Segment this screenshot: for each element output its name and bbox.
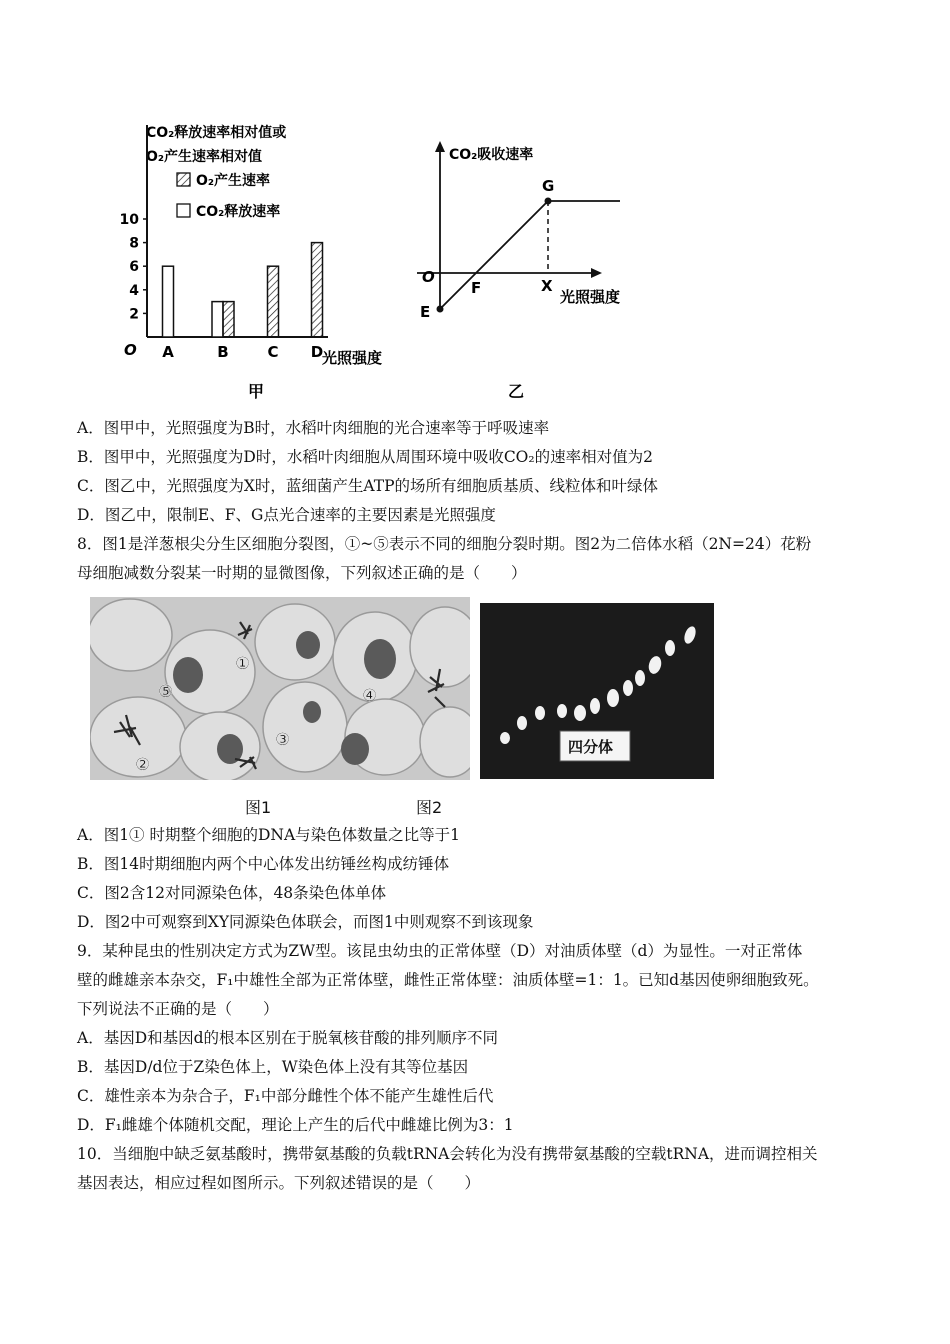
q9-stem-line1: 9．某种昆虫的性别决定方式为ZW型。该昆虫幼虫的正常体壁（D）对油质体壁（d）为显性。一对正常体 <box>77 942 803 960</box>
fig2-box-label: 四分体 <box>568 738 614 756</box>
fig1-label-5: ⑤ <box>158 682 174 702</box>
q8-stem-line1: 8．图1是洋葱根尖分生区细胞分裂图，①~⑤表示不同的细胞分裂时期。图2为二倍体水稻（2N=24）花粉 <box>77 535 812 553</box>
chart-yi-title: 乙 <box>508 382 525 401</box>
legend-o2-label: O₂产生速率 <box>196 173 271 189</box>
chart-yi <box>405 135 650 405</box>
chart-yi-label-E: E <box>420 303 431 321</box>
chart-jia-ytick-label: 10 <box>119 212 139 228</box>
q7-option-c: C．图乙中，光照强度为X时，蓝细菌产生ATP的场所有细胞质基质、线粒体和叶绿体 <box>77 477 659 495</box>
chart-yi-label-X: X <box>541 277 553 295</box>
fig1-caption: 图1 <box>245 798 272 817</box>
chart-jia-ylabel-line1: CO₂释放速率相对值或 <box>146 125 287 141</box>
bar-co2-A <box>163 266 174 337</box>
q7-option-a: A．图甲中，光照强度为B时，水稻叶肉细胞的光合速率等于呼吸速率 <box>77 419 550 437</box>
legend-hatched-swatch <box>177 173 190 186</box>
chart-yi-point-E <box>437 306 444 313</box>
chart-jia <box>110 115 430 405</box>
q8-option-b: B．图14时期细胞内两个中心体发出纺锤丝构成纺锤体 <box>77 855 450 873</box>
fig1-label-1: ① <box>235 654 251 674</box>
fig1-label-3: ③ <box>275 730 291 750</box>
q7-option-b: B．图甲中，光照强度为D时，水稻叶肉细胞从周围环境中吸收CO₂的速率相对值为2 <box>77 448 653 466</box>
chart-jia-ytick-label: 6 <box>129 259 139 276</box>
chart-jia-origin: O <box>124 341 137 359</box>
q9-option-d: D．F₁雌雄个体随机交配，理论上产生的后代中雌雄比例为3：1 <box>77 1116 514 1134</box>
q9-option-b: B．基因D/d位于Z染色体上，W染色体上没有其等位基因 <box>77 1058 469 1076</box>
figure-2-meiosis-micrograph <box>480 603 714 779</box>
chart-jia-ylabel-line2: O₂产生速率相对值 <box>146 149 263 165</box>
q9-option-c: C．雄性亲本为杂合子，F₁中部分雌性个体不能产生雄性后代 <box>77 1087 494 1105</box>
q9-stem-line2: 壁的雌雄亲本杂交，F₁中雄性全部为正常体壁，雌性正常体壁：油质体壁=1：1。已知d基因使卵细胞致死。 <box>77 971 819 989</box>
q7-option-d: D．图乙中，限制E、F、G点光合速率的主要因素是光照强度 <box>77 506 496 524</box>
chart-jia-title: 甲 <box>248 382 265 401</box>
chart-yi-label-F: F <box>471 279 482 297</box>
chart-jia-ytick-label: 4 <box>129 282 139 299</box>
figure-1-root-tip-micrograph <box>90 597 470 780</box>
bar-o2-B <box>223 302 234 337</box>
chart-yi-x-arrow <box>591 268 602 278</box>
chart-yi-xlabel: 光照强度 <box>560 288 621 306</box>
q8-option-a: A．图1① 时期整个细胞的DNA与染色体数量之比等于1 <box>77 826 461 844</box>
q8-option-c: C．图2含12对同源染色体，48条染色体单体 <box>77 884 387 902</box>
chart-yi-label-G: G <box>542 177 555 195</box>
chart-jia-xlabel: 光照强度 <box>322 349 383 367</box>
chart-jia-ytick-label: 8 <box>129 235 139 252</box>
q9-stem-line3: 下列说法不正确的是（ ） <box>77 1000 279 1018</box>
chart-jia-ytick-label: 2 <box>129 306 139 323</box>
chart-jia-xtick-A: A <box>162 343 174 361</box>
q9-option-a: A．基因D和基因d的根本区别在于脱氧核苷酸的排列顺序不同 <box>77 1029 499 1047</box>
q10-stem-line2: 基因表达，相应过程如图所示。下列叙述错误的是（ ） <box>77 1174 481 1192</box>
bar-o2-C <box>268 266 279 337</box>
chart-jia-xtick-B: B <box>217 343 229 361</box>
chart-yi-y-arrow <box>435 141 445 152</box>
chart-yi-origin: O <box>422 268 435 286</box>
q8-option-d: D．图2中可观察到XY同源染色体联会，而图1中则观察不到该现象 <box>77 913 534 931</box>
q10-stem-line1: 10．当细胞中缺乏氨基酸时，携带氨基酸的负载tRNA会转化为没有携带氨基酸的空载tRNA，进而调控相关 <box>77 1145 818 1163</box>
bar-co2-B <box>212 302 223 337</box>
fig2-caption: 图2 <box>416 798 443 817</box>
chart-jia-xtick-D: D <box>310 343 324 361</box>
chart-yi-ylabel: CO₂吸收速率 <box>449 147 534 163</box>
q8-stem-line2: 母细胞减数分裂某一时期的显微图像，下列叙述正确的是（ ） <box>77 564 527 582</box>
fig1-label-4: ④ <box>362 686 378 706</box>
chart-yi-point-G <box>545 198 552 205</box>
chart-jia-xtick-C: C <box>267 343 279 361</box>
legend-open-swatch <box>177 204 190 217</box>
fig1-label-2: ② <box>135 755 151 775</box>
legend-co2-label: CO₂释放速率 <box>196 204 281 220</box>
bar-o2-D <box>312 243 323 337</box>
